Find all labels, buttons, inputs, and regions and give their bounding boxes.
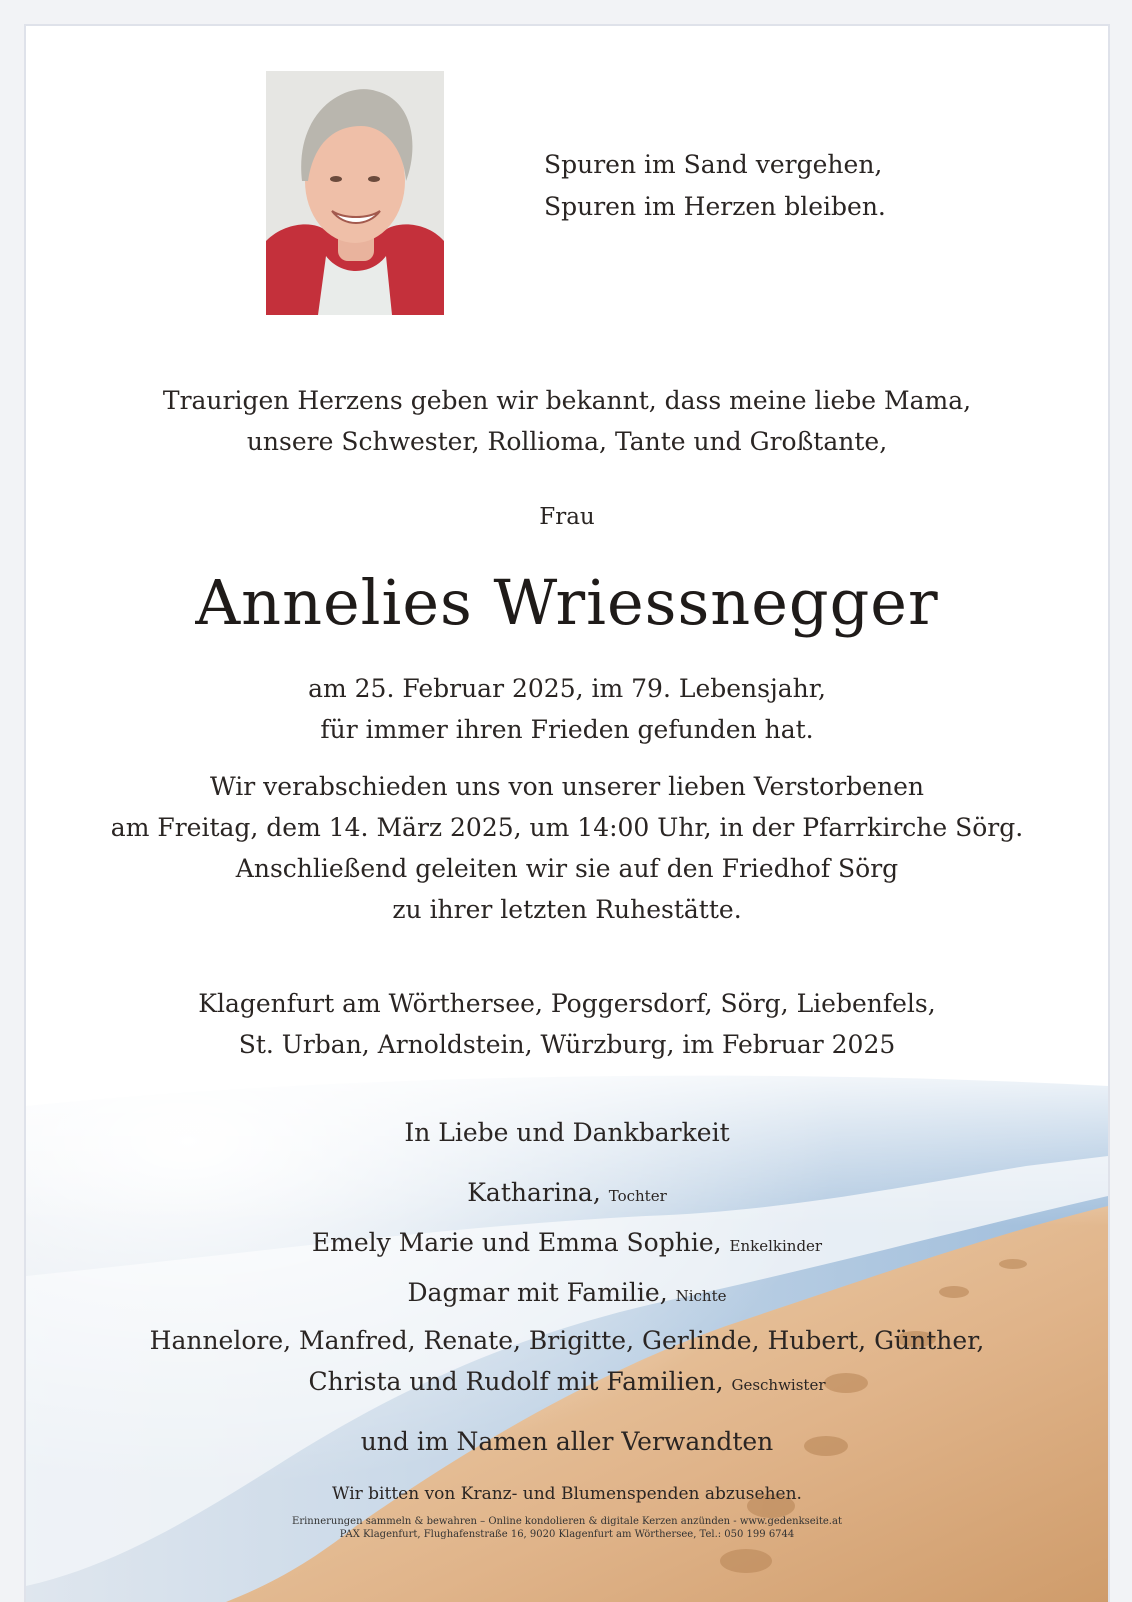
- announcement-line-1: Traurigen Herzens geben wir bekannt, dass meine liebe Mama,: [162, 386, 972, 415]
- mourner-line: [26, 1272, 1108, 1317]
- funeral-line-2: am Freitag, dem 14. März 2025, um 14:00 Uhr, in der Pfarrkirche Sörg.: [110, 813, 1024, 842]
- portrait-photo: [266, 71, 444, 315]
- mourner-relation: Enkelkinder: [729, 1237, 823, 1255]
- mourner-names: Katharina,: [467, 1178, 601, 1207]
- quote-line-2: Spuren im Herzen bleiben.: [544, 192, 886, 221]
- footer-line-1: Erinnerungen sammeln & bewahren – Online kondolieren & digitale Kerzen anzünden - www.gedenkseite.at: [292, 1516, 842, 1527]
- salutation: Frau: [539, 504, 595, 530]
- funeral-line-4: zu ihrer letzten Ruhestätte.: [392, 895, 742, 924]
- mourner-names: Dagmar mit Familie,: [407, 1278, 668, 1307]
- closing-phrase: In Liebe und Dankbarkeit: [404, 1118, 730, 1147]
- obituary-card: [24, 24, 1110, 1602]
- announcement-line-2: unsere Schwester, Rollioma, Tante und Großtante,: [246, 427, 888, 456]
- obituary-content: [26, 26, 1108, 1602]
- funeral-line-1: Wir verabschieden uns von unserer lieben Verstorbenen: [210, 772, 924, 801]
- donation-request: Wir bitten von Kranz- und Blumenspenden abzusehen.: [332, 1484, 802, 1504]
- mourner-line: [26, 1222, 1108, 1267]
- place-line-1: Klagenfurt am Wörthersee, Poggersdorf, Sörg, Liebenfels,: [198, 989, 936, 1018]
- death-line-1: am 25. Februar 2025, im 79. Lebensjahr,: [308, 674, 826, 703]
- deceased-name: Annelies Wriessnegger: [195, 566, 939, 639]
- funeral-line-3: Anschließend geleiten wir sie auf den Friedhof Sörg: [235, 854, 899, 883]
- mourner-relation: Tochter: [608, 1187, 667, 1205]
- siblings-line-2: [26, 1361, 1108, 1406]
- relatives-line: und im Namen aller Verwandten: [360, 1427, 774, 1456]
- place-line-2: St. Urban, Arnoldstein, Würzburg, im Februar 2025: [238, 1030, 896, 1059]
- mourner-relation: Nichte: [675, 1287, 727, 1305]
- siblings-line-1: Hannelore, Manfred, Renate, Brigitte, Gerlinde, Hubert, Günther,: [149, 1326, 985, 1355]
- siblings-relation: Geschwister: [731, 1376, 826, 1394]
- siblings-names: Christa und Rudolf mit Familien,: [308, 1367, 724, 1396]
- quote-line-1: Spuren im Sand vergehen,: [544, 150, 883, 179]
- death-line-2: für immer ihren Frieden gefunden hat.: [320, 715, 814, 744]
- mourner-line: [26, 1172, 1108, 1217]
- footer-line-2: PAX Klagenfurt, Flughafenstraße 16, 9020 Klagenfurt am Wörthersee, Tel.: 050 199 6744: [339, 1529, 795, 1540]
- mourner-names: Emely Marie und Emma Sophie,: [311, 1228, 722, 1257]
